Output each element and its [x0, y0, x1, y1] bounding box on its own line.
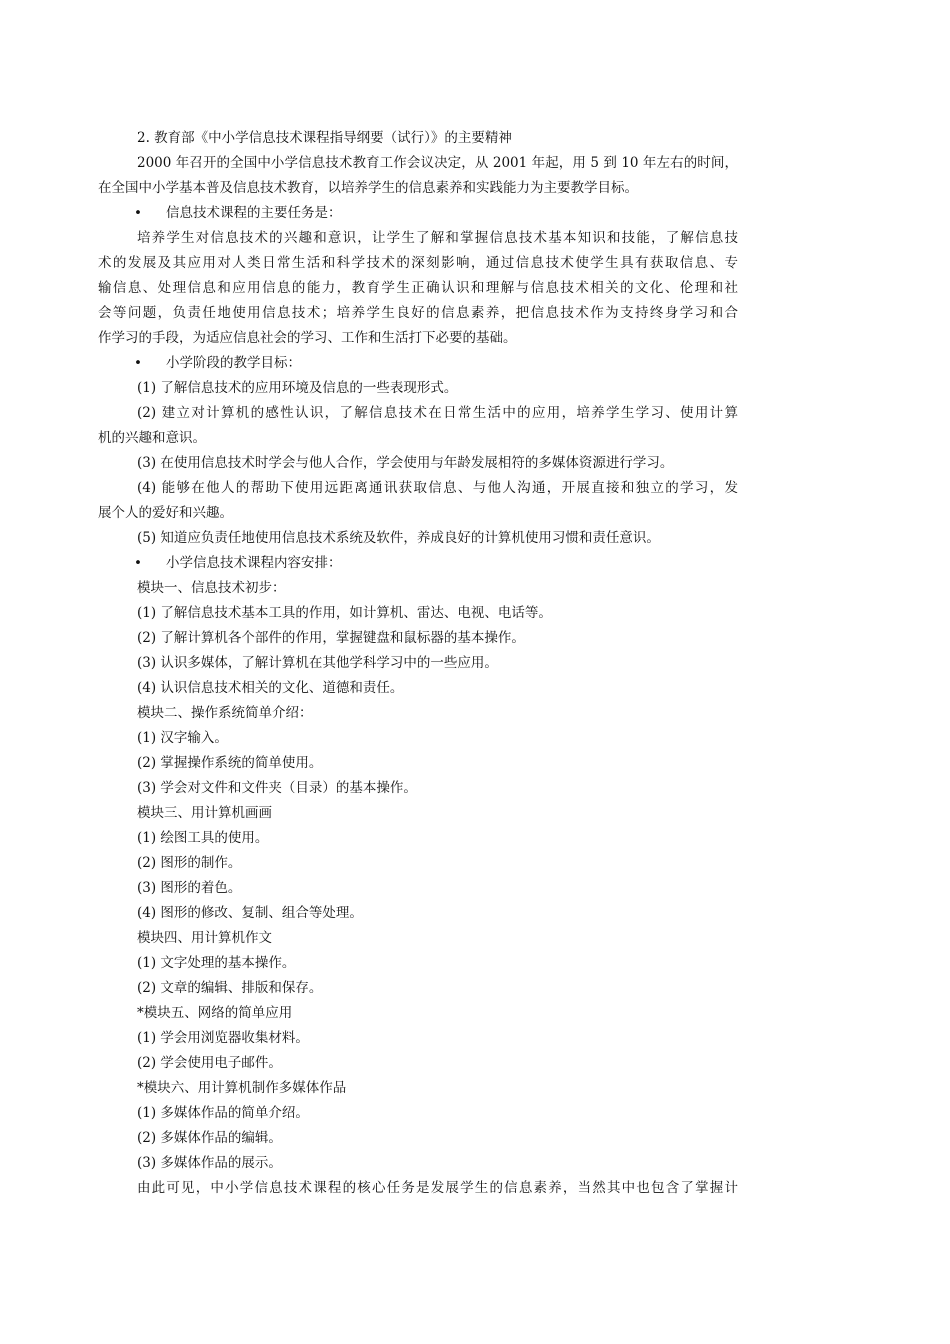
goal-2-line-1: (2) 建立对计算机的感性认识，了解信息技术在日常生活中的应用，培养学生学习、使用计算: [137, 405, 738, 421]
tasks-line-5: 作学习的手段，为适应信息社会的学习、工作和生活打下必要的基础。: [98, 330, 517, 346]
content-line: (3) 学会对文件和文件夹（目录）的基本操作。: [137, 780, 417, 796]
content-line: (3) 认识多媒体，了解计算机在其他学科学习中的一些应用。: [137, 655, 498, 671]
content-line: (1) 绘图工具的使用。: [137, 830, 269, 846]
content-line: (2) 学会使用电子邮件。: [137, 1055, 282, 1071]
goal-4-line-2: 展个人的爱好和兴趣。: [98, 505, 233, 521]
content-line: 模块一、信息技术初步：: [137, 580, 286, 596]
bullet-icon: •: [134, 555, 142, 571]
content-line: (2) 图形的制作。: [137, 855, 242, 871]
content-line: (2) 文章的编辑、排版和保存。: [137, 980, 323, 996]
content-line: 模块三、用计算机画画: [137, 805, 272, 821]
bullet-label: 小学阶段的教学目标：: [166, 355, 301, 371]
content-line: (1) 了解信息技术基本工具的作用，如计算机、雷达、电视、电话等。: [137, 605, 552, 621]
tasks-line-3: 输信息、处理信息和应用信息的能力，教育学生正确认识和理解与信息技术相关的文化、伦理和社: [98, 280, 738, 296]
content-line: (1) 文字处理的基本操作。: [137, 955, 296, 971]
section-heading: 2. 教育部《中小学信息技术课程指导纲要（试行）》的主要精神: [137, 130, 512, 146]
goal-1: (1) 了解信息技术的应用环境及信息的一些表现形式。: [137, 380, 458, 396]
content-line: (2) 多媒体作品的编辑。: [137, 1130, 282, 1146]
content-line: (2) 了解计算机各个部件的作用，掌握键盘和鼠标器的基本操作。: [137, 630, 525, 646]
bullet-label: 小学信息技术课程内容安排：: [166, 555, 342, 571]
content-line: (3) 多媒体作品的展示。: [137, 1155, 282, 1171]
content-line: (4) 图形的修改、复制、组合等处理。: [137, 905, 363, 921]
content-line: *模块五、网络的简单应用: [137, 1005, 293, 1021]
content-line: (1) 多媒体作品的简单介绍。: [137, 1105, 309, 1121]
bullet-icon: •: [134, 355, 142, 371]
intro-line-1: 2000 年召开的全国中小学信息技术教育工作会议决定，从 2001 年起，用 5 到 10 年左右的时间，: [137, 155, 738, 171]
content-line: (4) 认识信息技术相关的文化、道德和责任。: [137, 680, 404, 696]
bullet-icon: •: [134, 205, 142, 221]
content-line: 模块二、操作系统简单介绍：: [137, 705, 313, 721]
bullet-label: 信息技术课程的主要任务是：: [166, 205, 342, 221]
tasks-line-1: 培养学生对信息技术的兴趣和意识，让学生了解和掌握信息技术基本知识和技能，了解信息技: [137, 230, 738, 246]
content-line: (2) 掌握操作系统的简单使用。: [137, 755, 323, 771]
bullet-item-tasks: [98, 201, 738, 226]
content-line: 模块四、用计算机作文: [137, 930, 272, 946]
goal-3: (3) 在使用信息技术时学会与他人合作，学会使用与年龄发展相符的多媒体资源进行学习。: [137, 455, 674, 471]
content-line: *模块六、用计算机制作多媒体作品: [137, 1080, 347, 1096]
content-line: (1) 汉字输入。: [137, 730, 228, 746]
intro-line-2: 在全国中小学基本普及信息技术教育，以培养学生的信息素养和实践能力为主要教学目标。: [98, 180, 638, 196]
bullet-item-goals: [98, 351, 738, 376]
goal-2-line-2: 机的兴趣和意识。: [98, 430, 206, 446]
tasks-line-2: 术的发展及其应用对人类日常生活和科学技术的深刻影响，通过信息技术使学生具有获取信息、专: [98, 255, 738, 271]
document-body: [98, 126, 738, 1201]
conclusion-line: 由此可见，中小学信息技术课程的核心任务是发展学生的信息素养，当然其中也包含了掌握计: [137, 1180, 738, 1196]
tasks-line-4: 会等问题，负责任地使用信息技术；培养学生良好的信息素养，把信息技术作为支持终身学习和合: [98, 305, 738, 321]
goal-4-line-1: (4) 能够在他人的帮助下使用远距离通讯获取信息、与他人沟通，开展直接和独立的学习，发: [137, 480, 738, 496]
bullet-item-content: [98, 551, 738, 576]
goal-5: (5) 知道应负责任地使用信息技术系统及软件，养成良好的计算机使用习惯和责任意识。: [137, 530, 660, 546]
content-line: (1) 学会用浏览器收集材料。: [137, 1030, 309, 1046]
content-line: (3) 图形的着色。: [137, 880, 242, 896]
